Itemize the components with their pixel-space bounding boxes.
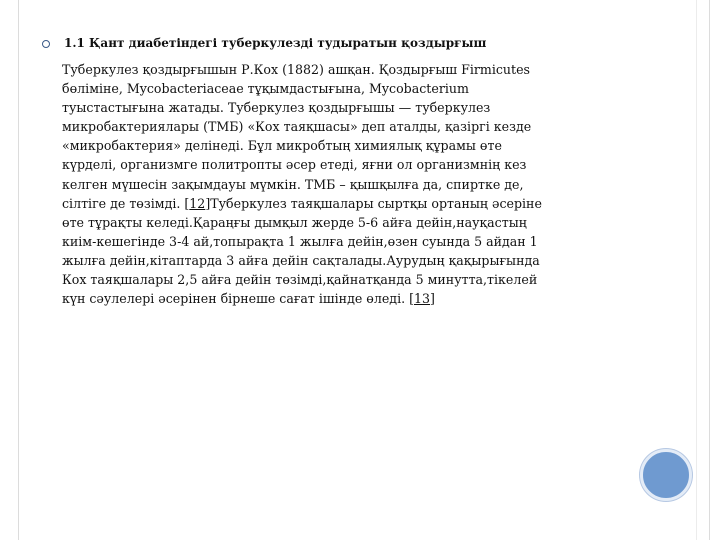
body-line: туыстастығына жатады. Туберкулез қоздырғышы — туберкулез — [62, 100, 491, 116]
body-line: киім-кешегінде 3-4 ай,топырақта 1 жылға дейін,өзен суында 5 айдан 1 — [62, 233, 538, 249]
body-line: жылға дейін,кітаптарда 3 айға дейін сақталады.Аурудың қақырығында — [62, 252, 540, 268]
body-text-segment: сілтіге де төзімді. [ — [62, 195, 190, 211]
body-line — [62, 289, 642, 308]
body-line: «микробактерия» делінеді. Бұл микробтың химиялық құрамы өте — [62, 138, 502, 154]
body-line — [62, 194, 642, 213]
decorative-circle — [640, 449, 692, 501]
body-line: келген мүшесін зақымдауы мүмкін. ТМБ – қышқылға да, спиртке де, — [62, 176, 524, 192]
body-line: күрделі, организмге политропты әсер етеді, яғни ол организмнің кез — [62, 157, 527, 173]
body-line: бөліміне, Mycobacteriaceae тұқымдастығына, Mycobacterium — [62, 81, 469, 97]
reference-link[interactable]: 13 — [414, 291, 431, 307]
body-line: Туберкулез қоздырғышын Р.Кох (1882) ашқан. Қоздырғыш Firmicutes — [62, 62, 530, 77]
body-text-segment: күн сәулелері әсерінен бірнеше сағат ішінде өледі. [ — [62, 291, 415, 307]
body-line: микробактериялары (ТМБ) «Кох таяқшасы» деп аталды, қазіргі кезде — [62, 119, 532, 135]
frame-inner-border — [696, 0, 697, 540]
body-line: Кох таяқшалары 2,5 айға дейін төзімді,қайнатқанда 5 минутта,тікелей — [62, 272, 538, 288]
body-text-segment: ] — [430, 291, 435, 307]
body-paragraph — [62, 60, 642, 308]
reference-link[interactable]: 12 — [189, 195, 206, 211]
bullet-icon — [42, 40, 50, 48]
body-text-segment: ]Туберкулез таяқшалары сыртқы ортаның әсеріне — [205, 195, 542, 211]
section-heading: 1.1 Қант диабетіндегі туберкулезді тудыратын қоздырғыш — [64, 36, 487, 50]
body-line: өте тұрақты келеді.Қараңғы дымқыл жерде 5-6 айға дейін,науқастың — [62, 214, 527, 230]
